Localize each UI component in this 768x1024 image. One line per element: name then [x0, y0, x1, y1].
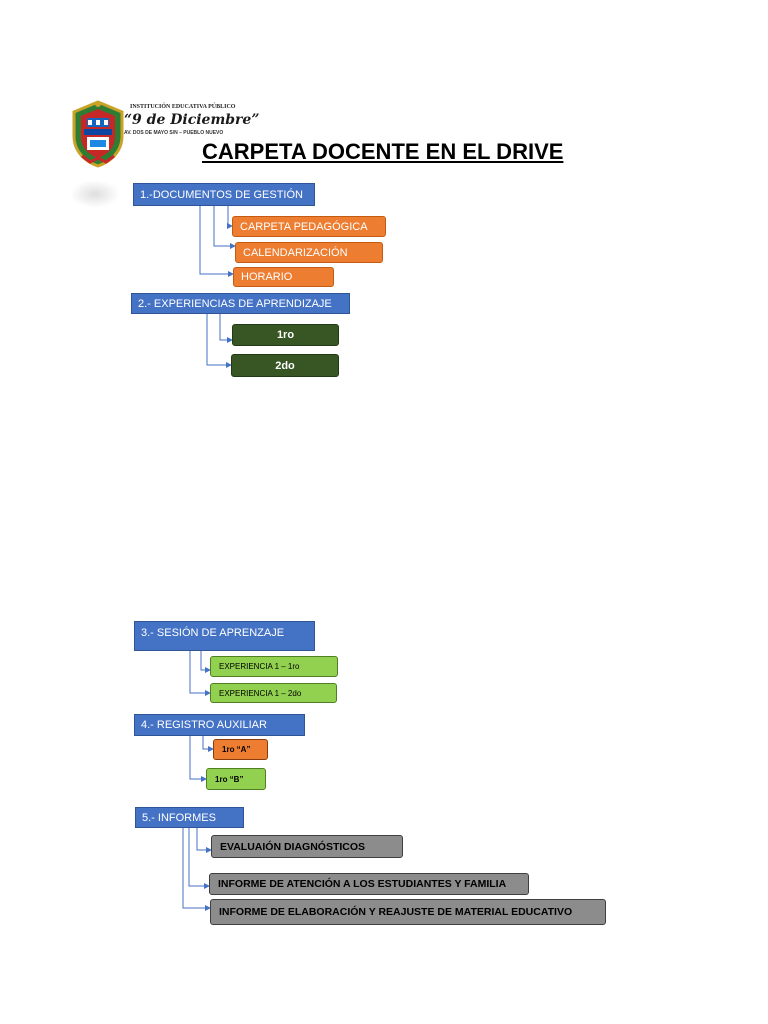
connector-evaluacion [197, 827, 211, 850]
school-name: “9 de Diciembre” [124, 112, 260, 128]
section-registro-auxiliar[interactable]: 4.- REGISTRO AUXILIAR [134, 714, 305, 736]
item-informe-material-educativo[interactable]: INFORME DE ELABORACIÓN Y REAJUSTE DE MATERIAL EDUCATIVO [210, 899, 606, 925]
school-address: AV. DOS DE MAYO S/N – PUEBLO NUEVO [124, 130, 224, 136]
section-informes[interactable]: 5.- INFORMES [135, 807, 244, 828]
section-documentos-gestion[interactable]: 1.-DOCUMENTOS DE GESTIÓN [133, 183, 315, 206]
item-carpeta-pedagogica[interactable]: CARPETA PEDAGÓGICA [232, 216, 386, 237]
item-experiencia-1-1ro[interactable]: EXPERIENCIA 1 – 1ro [210, 656, 338, 677]
item-2do[interactable]: 2do [231, 354, 339, 377]
connector-1ro [220, 314, 232, 340]
page-title: CARPETA DOCENTE EN EL DRIVE [202, 139, 564, 164]
item-1ro-a[interactable]: 1ro “A” [213, 739, 268, 760]
item-evaluacion-diagnosticos[interactable]: EVALUAIÓN DIAGNÓSTICOS [211, 835, 403, 858]
item-1ro-b[interactable]: 1ro “B” [206, 768, 266, 790]
section-sesion-aprenzaje[interactable]: 3.- SESIÓN DE APRENZAJE [134, 621, 315, 651]
connector-1ro-b [190, 735, 206, 779]
item-calendarizacion[interactable]: CALENDARIZACIÓN [235, 242, 383, 263]
connector-exp-1ro [201, 650, 210, 670]
item-1ro[interactable]: 1ro [232, 324, 339, 346]
section-experiencias-aprendizaje[interactable]: 2.- EXPERIENCIAS DE APRENDIZAJE [131, 293, 350, 314]
connector-exp-2do [190, 650, 210, 693]
item-horario[interactable]: HORARIO [233, 267, 334, 287]
connector-atencion [189, 827, 209, 886]
item-informe-atencion[interactable]: INFORME DE ATENCIÓN A LOS ESTUDIANTES Y FAMILIA [209, 873, 529, 895]
connector-1ro-a [203, 735, 213, 749]
institution-type: INSTITUCIÓN EDUCATIVA PÚBLICO [130, 104, 236, 110]
item-experiencia-1-2do[interactable]: EXPERIENCIA 1 – 2do [210, 683, 337, 703]
